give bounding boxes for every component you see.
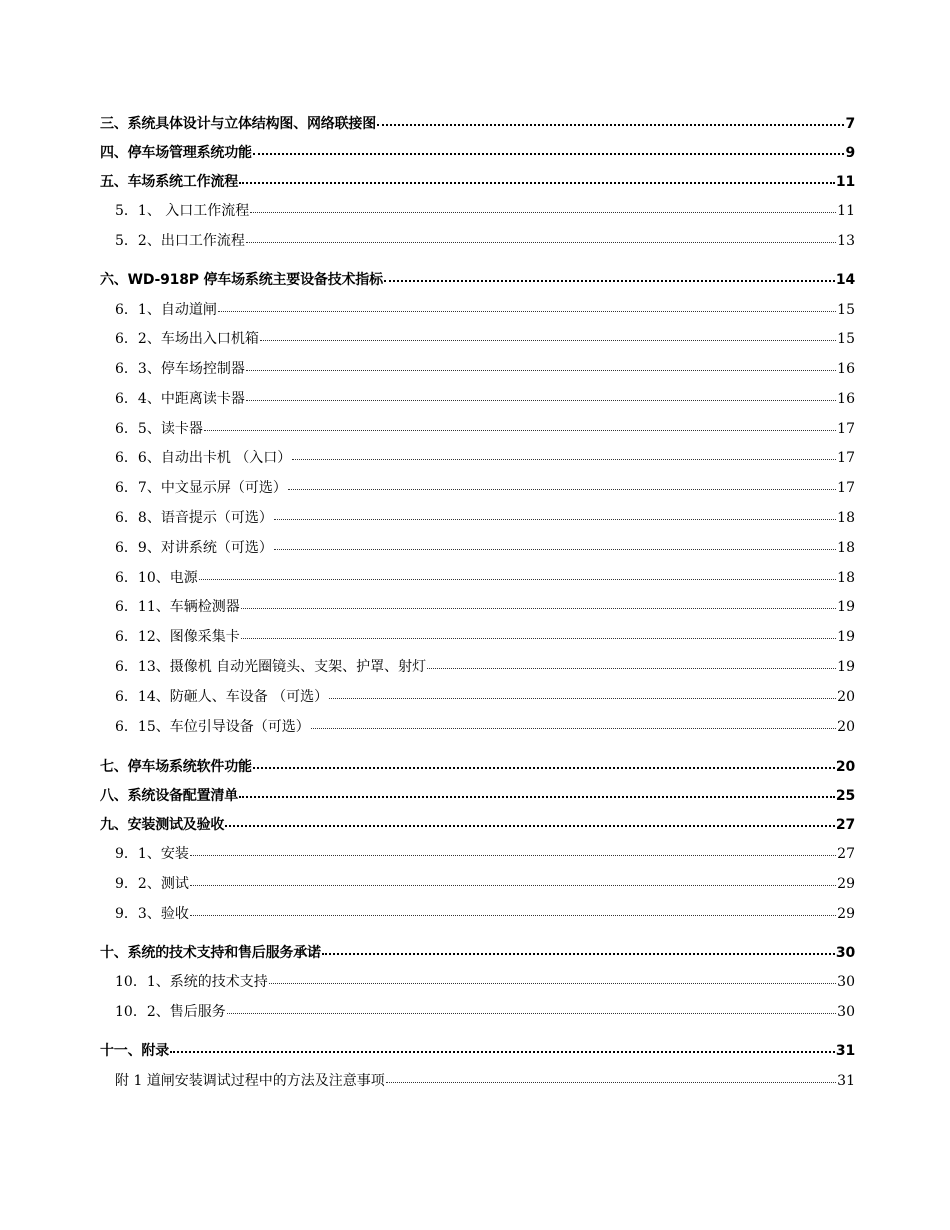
toc-dot-leader xyxy=(246,241,836,243)
toc-entry-page-number: 15 xyxy=(837,302,855,318)
toc-dot-leader xyxy=(269,982,836,984)
toc-dot-leader xyxy=(292,458,836,460)
toc-entry-page-number: 20 xyxy=(835,759,855,775)
toc-dot-leader xyxy=(239,180,835,184)
toc-dot-leader xyxy=(218,310,836,312)
toc-entry-title: 四、停车场管理系统功能 xyxy=(100,145,252,161)
toc-entry-page-number: 30 xyxy=(837,974,855,990)
toc-entry-title: 10．1、系统的技术支持 xyxy=(115,974,268,990)
toc-entry-chapter[interactable] xyxy=(100,755,855,779)
toc-dot-leader xyxy=(246,399,836,401)
toc-dot-leader xyxy=(204,429,836,431)
toc-entry-section[interactable] xyxy=(100,685,855,709)
toc-entry-page-number: 11 xyxy=(837,203,855,219)
toc-entry-title: 6．3、停车场控制器 xyxy=(115,361,245,377)
toc-entry-page-number: 25 xyxy=(835,788,855,804)
toc-entry-page-number: 18 xyxy=(837,540,855,556)
toc-entry-page-number: 31 xyxy=(837,1073,855,1089)
toc-entry-section[interactable] xyxy=(100,446,855,470)
toc-entry-page-number: 27 xyxy=(835,817,855,833)
toc-dot-leader xyxy=(384,278,835,282)
toc-entry-section[interactable] xyxy=(100,655,855,679)
toc-dot-leader xyxy=(274,518,836,520)
toc-entry-title: 6．9、对讲系统（可选） xyxy=(115,540,273,556)
toc-entry-page-number: 17 xyxy=(837,450,855,466)
toc-entry-page-number: 14 xyxy=(835,272,855,288)
toc-entry-title: 附 1 道闸安装调试过程中的方法及注意事项 xyxy=(115,1073,385,1089)
toc-entry-page-number: 20 xyxy=(837,719,855,735)
toc-dot-leader xyxy=(190,854,836,856)
toc-entry-title: 十、系统的技术支持和售后服务承诺 xyxy=(100,945,321,961)
toc-entry-title: 6．10、电源 xyxy=(115,570,198,586)
toc-dot-leader xyxy=(170,1049,835,1053)
toc-entry-title: 三、系统具体设计与立体结构图、网络联接图 xyxy=(100,116,376,132)
toc-dot-leader xyxy=(274,548,836,550)
toc-entry-title: 6．6、自动出卡机 （入口） xyxy=(115,450,292,466)
toc-dot-leader xyxy=(190,884,836,886)
toc-dot-leader xyxy=(250,211,836,213)
toc-entry-section[interactable] xyxy=(100,902,855,926)
toc-entry-page-number: 19 xyxy=(837,659,855,675)
toc-entry-page-number: 19 xyxy=(837,599,855,615)
toc-dot-leader xyxy=(386,1081,836,1083)
toc-entry-page-number: 19 xyxy=(837,629,855,645)
toc-entry-page-number: 9 xyxy=(845,145,855,161)
toc-entry-page-number: 7 xyxy=(845,116,855,132)
toc-entry-section[interactable] xyxy=(100,970,855,994)
toc-dot-leader xyxy=(427,667,836,669)
toc-entry-title: 6．1、自动道闸 xyxy=(115,302,217,318)
toc-entry-page-number: 18 xyxy=(837,510,855,526)
toc-dot-leader xyxy=(253,151,845,155)
toc-entry-title: 六、WD-918P 停车场系统主要设备技术指标 xyxy=(100,272,383,288)
toc-entry-section[interactable] xyxy=(100,199,855,223)
toc-entry-page-number: 17 xyxy=(837,480,855,496)
toc-entry-section[interactable] xyxy=(100,327,855,351)
toc-dot-leader xyxy=(311,727,836,729)
toc-entry-title: 9．2、测试 xyxy=(115,876,189,892)
toc-entry-title: 6．12、图像采集卡 xyxy=(115,629,240,645)
toc-entry-page-number: 15 xyxy=(837,331,855,347)
toc-entry-title: 6．8、语音提示（可选） xyxy=(115,510,273,526)
toc-entry-chapter[interactable] xyxy=(100,141,855,165)
toc-dot-leader xyxy=(241,607,836,609)
toc-entry-title: 10．2、售后服务 xyxy=(115,1004,226,1020)
toc-entry-title: 6．4、中距离读卡器 xyxy=(115,391,245,407)
toc-entry-title: 七、停车场系统软件功能 xyxy=(100,759,252,775)
toc-entry-page-number: 13 xyxy=(837,233,855,249)
toc-entry-page-number: 30 xyxy=(835,945,855,961)
toc-entry-chapter[interactable] xyxy=(100,784,855,808)
toc-dot-leader xyxy=(199,578,836,580)
toc-entry-page-number: 16 xyxy=(837,361,855,377)
toc-dot-leader xyxy=(260,339,836,341)
toc-entry-section[interactable] xyxy=(100,417,855,441)
toc-entry-section[interactable] xyxy=(100,872,855,896)
toc-dot-leader xyxy=(225,823,835,827)
toc-entry-chapter[interactable] xyxy=(100,268,855,292)
toc-dot-leader xyxy=(253,765,835,769)
toc-entry-title: 6．14、防砸人、车设备 （可选） xyxy=(115,689,329,705)
toc-entry-section[interactable] xyxy=(100,595,855,619)
toc-entry-title: 九、安装测试及验收 xyxy=(100,817,225,833)
toc-entry-section[interactable] xyxy=(100,387,855,411)
toc-entry-section[interactable] xyxy=(100,357,855,381)
toc-dot-leader xyxy=(288,488,836,490)
toc-entry-section[interactable] xyxy=(100,1069,855,1093)
toc-entry-page-number: 29 xyxy=(837,876,855,892)
toc-entry-page-number: 27 xyxy=(837,846,855,862)
toc-entry-section[interactable] xyxy=(100,625,855,649)
toc-entry-section[interactable] xyxy=(100,1000,855,1024)
toc-entry-title: 6．7、中文显示屏（可选） xyxy=(115,480,287,496)
toc-entry-page-number: 18 xyxy=(837,570,855,586)
toc-entry-title: 9．3、验收 xyxy=(115,906,189,922)
toc-entry-title: 6．11、车辆检测器 xyxy=(115,599,240,615)
toc-entry-section[interactable] xyxy=(100,298,855,322)
toc-entry-section[interactable] xyxy=(100,566,855,590)
toc-entry-title: 5．2、出口工作流程 xyxy=(115,233,245,249)
toc-entry-page-number: 20 xyxy=(837,689,855,705)
toc-entry-title: 5．1、 入口工作流程 xyxy=(115,203,250,219)
toc-entry-page-number: 17 xyxy=(837,421,855,437)
toc-entry-page-number: 30 xyxy=(837,1004,855,1020)
toc-entry-page-number: 31 xyxy=(835,1043,855,1059)
toc-entry-title: 6．2、车场出入口机箱 xyxy=(115,331,259,347)
toc-entry-title: 6．5、读卡器 xyxy=(115,421,203,437)
toc-dot-leader xyxy=(246,369,836,371)
toc-entry-title: 6．15、车位引导设备（可选） xyxy=(115,719,310,735)
toc-entry-section[interactable] xyxy=(100,536,855,560)
toc-dot-leader xyxy=(239,794,835,798)
toc-entry-title: 9．1、安装 xyxy=(115,846,189,862)
toc-entry-section[interactable] xyxy=(100,715,855,739)
toc-entry-section[interactable] xyxy=(100,476,855,500)
toc-entry-title: 五、车场系统工作流程 xyxy=(100,174,238,190)
toc-dot-leader xyxy=(329,697,836,699)
toc-dot-leader xyxy=(322,951,835,955)
toc-dot-leader xyxy=(227,1012,836,1014)
toc-entry-chapter[interactable] xyxy=(100,112,855,136)
toc-entry-chapter[interactable] xyxy=(100,170,855,194)
toc-entry-page-number: 16 xyxy=(837,391,855,407)
toc-entry-chapter[interactable] xyxy=(100,1039,855,1063)
toc-entry-title: 6．13、摄像机 自动光圈镜头、支架、护罩、射灯 xyxy=(115,659,427,675)
toc-dot-leader xyxy=(190,914,836,916)
toc-entry-page-number: 11 xyxy=(835,174,855,190)
toc-entry-title: 十一、附录 xyxy=(100,1043,169,1059)
toc-dot-leader xyxy=(241,637,836,639)
toc-entry-chapter[interactable] xyxy=(100,813,855,837)
toc-entry-title: 八、系统设备配置清单 xyxy=(100,788,238,804)
toc-dot-leader xyxy=(377,122,844,126)
toc-entry-section[interactable] xyxy=(100,506,855,530)
toc-entry-page-number: 29 xyxy=(837,906,855,922)
toc-entry-section[interactable] xyxy=(100,229,855,253)
toc-entry-chapter[interactable] xyxy=(100,941,855,965)
toc-entry-section[interactable] xyxy=(100,842,855,866)
